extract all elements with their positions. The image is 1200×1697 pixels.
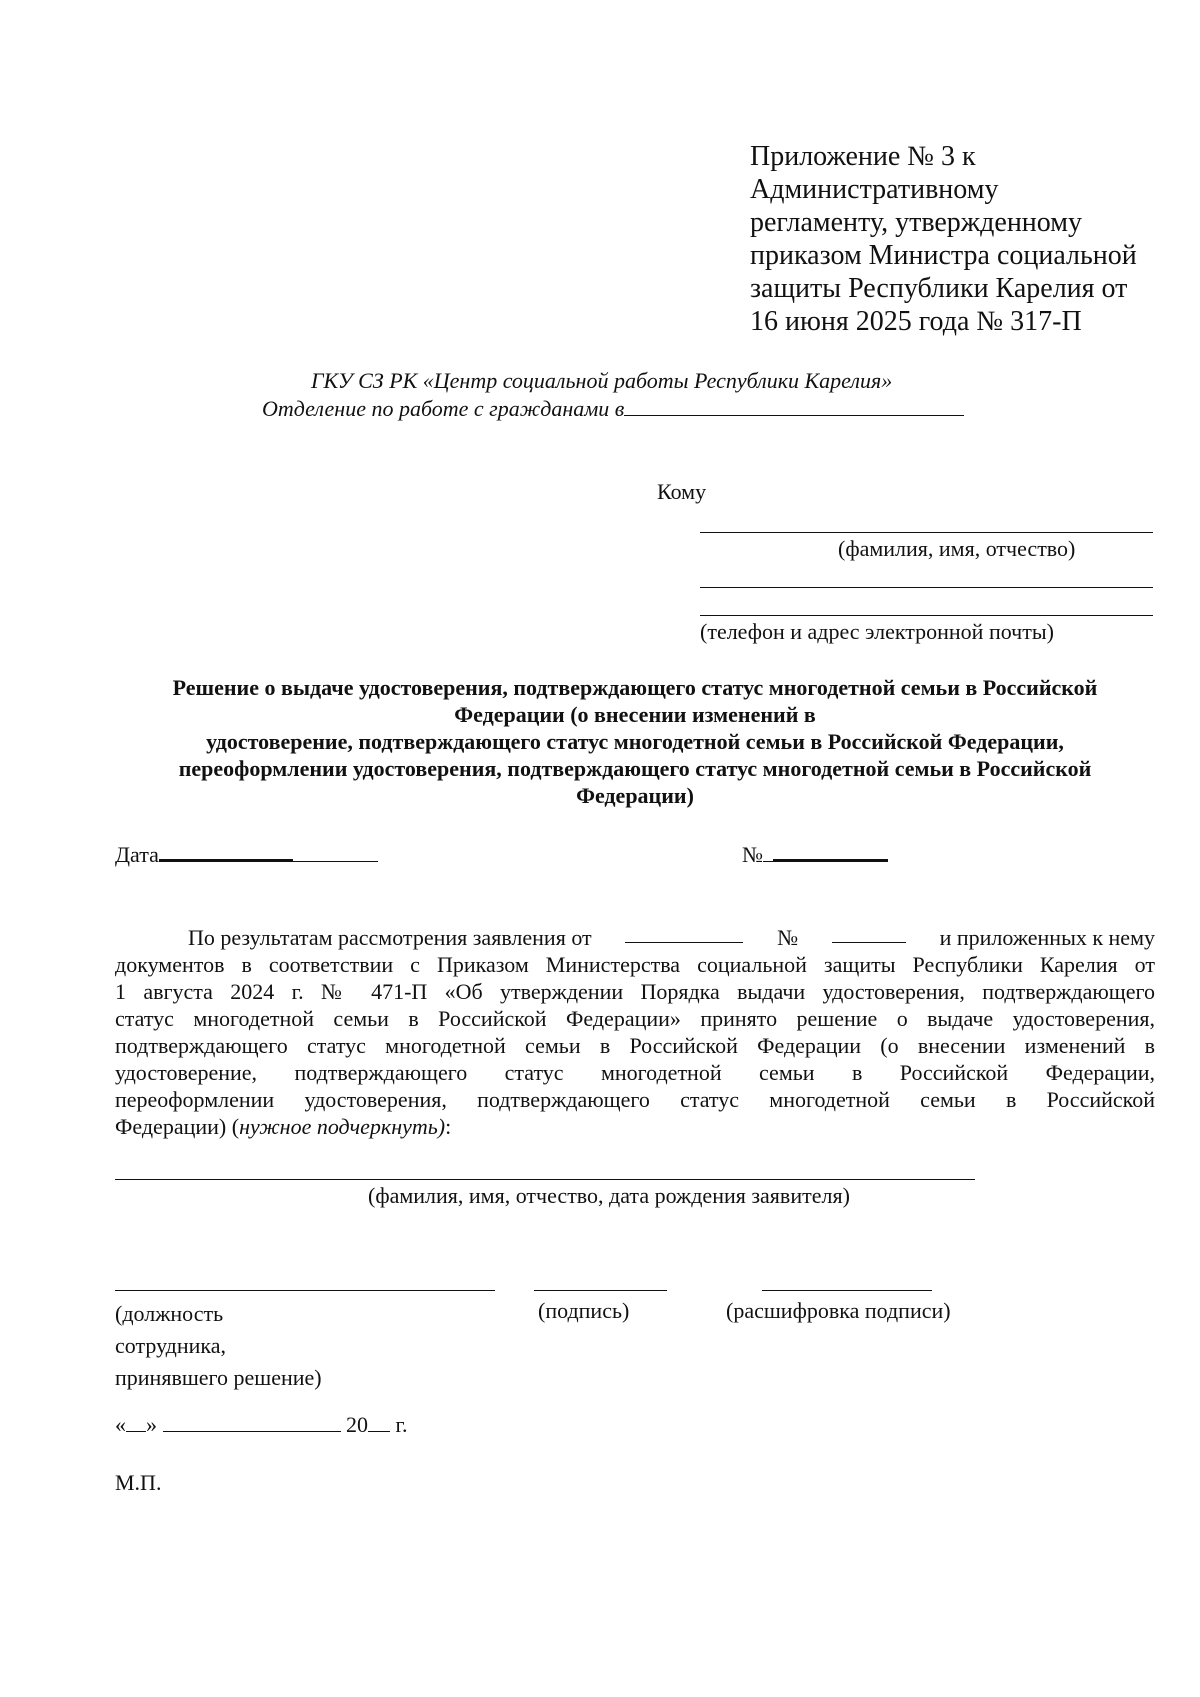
title-line: Федерации (о внесении изменений в	[454, 702, 816, 727]
stamp-place: М.П.	[115, 1470, 162, 1495]
title-line: удостоверение, подтверждающего статус многодетной семьи в Российской Федерации,	[206, 729, 1064, 754]
year-prefix: 20	[346, 1412, 368, 1437]
day-blank[interactable]	[126, 1431, 146, 1432]
month-blank[interactable]	[163, 1431, 341, 1432]
appendix-line: защиты Республики Карелия от	[750, 273, 1128, 304]
signature-blank[interactable]	[534, 1290, 667, 1291]
body-line	[115, 924, 1155, 951]
body-text: По результатам рассмотрения заявления от	[188, 925, 592, 950]
body-text: документов в соответствии с Приказом Министерства социальной защиты Республики Карелия от	[115, 952, 1155, 977]
appendix-line: 16 июня 2025 года № 317-П	[750, 306, 1082, 337]
department-line	[262, 396, 964, 422]
body-line	[115, 1032, 1155, 1059]
appendix-line: Административному	[750, 174, 999, 205]
date-label: Дата	[115, 842, 159, 867]
quote-close: »	[146, 1412, 157, 1437]
number-blank-bold[interactable]	[773, 859, 888, 862]
body-line	[115, 1086, 1155, 1113]
position-caption-line: принявшего решение)	[115, 1365, 322, 1390]
recipient-name-caption: (фамилия, имя, отчество)	[838, 536, 1076, 561]
recipient-name-blank[interactable]	[700, 532, 1153, 533]
body-text: :	[445, 1114, 452, 1139]
date-row	[115, 842, 378, 868]
body-line	[115, 1005, 1155, 1032]
decision-title	[115, 674, 1155, 809]
year-blank[interactable]	[368, 1431, 390, 1432]
decoding-blank[interactable]	[762, 1290, 932, 1291]
body-line	[115, 978, 1155, 1005]
appendix-line: Приложение № 3 к	[750, 141, 976, 172]
appendix-line: приказом Министра социальной	[750, 240, 1137, 271]
date-blank[interactable]	[293, 861, 378, 862]
body-text: подтверждающего статус многодетной семьи в Российской Федерации (о внесении изменений в	[115, 1033, 1155, 1058]
quote-open: «	[115, 1412, 126, 1437]
number-label: №	[742, 842, 763, 867]
title-line: переоформлении удостоверения, подтверждающего статус многодетной семьи в Российской	[178, 756, 1092, 781]
applicant-blank[interactable]	[115, 1179, 975, 1180]
applicant-caption: (фамилия, имя, отчество, дата рождения заявителя)	[368, 1183, 850, 1208]
body-line	[115, 951, 1155, 978]
title-line: Решение о выдаче удостоверения, подтверждающего статус многодетной семьи в Российской	[172, 675, 1098, 700]
department-blank[interactable]	[624, 415, 964, 416]
title-line: Федерации)	[576, 783, 694, 808]
body-text: 1 августа 2024 г. № 471-П «Об утверждении Порядка выдачи удостоверения, подтверждающего	[115, 979, 1155, 1004]
application-date-blank[interactable]	[625, 924, 743, 943]
signature-caption: (подпись)	[538, 1298, 630, 1323]
recipient-contact-blank-1[interactable]	[700, 587, 1153, 588]
to-label: Кому	[657, 479, 707, 504]
position-caption	[115, 1298, 322, 1394]
appendix-header	[750, 140, 1170, 338]
position-caption-line: сотрудника,	[115, 1333, 227, 1358]
body-text: Федерации) (	[115, 1114, 240, 1139]
decision-body	[115, 924, 1155, 1140]
body-line	[115, 1113, 1155, 1140]
recipient-contact-blank-2[interactable]	[700, 615, 1153, 616]
body-line	[115, 1059, 1155, 1086]
application-number-blank[interactable]	[832, 924, 906, 943]
number-blank-thin[interactable]	[763, 861, 773, 862]
organization-name: ГКУ СЗ РК «Центр социальной работы Республики Карелия»	[311, 368, 893, 393]
year-suffix: г.	[395, 1412, 408, 1437]
department-label: Отделение по работе с гражданами в	[262, 396, 625, 421]
position-caption-line: (должность	[115, 1301, 224, 1326]
body-text: и приложенных к нему	[939, 925, 1155, 950]
signing-date-row	[115, 1412, 408, 1438]
number-row	[742, 842, 888, 868]
body-text: удостоверение, подтверждающего статус многодетной семьи в Российской Федерации,	[115, 1060, 1155, 1085]
position-blank[interactable]	[115, 1290, 495, 1291]
appendix-line: регламенту, утвержденному	[750, 207, 1082, 238]
recipient-contacts-caption: (телефон и адрес электронной почты)	[700, 619, 1054, 644]
body-text: статус многодетной семьи в Российской Федерации» принято решение о выдаче удостоверения,	[115, 1006, 1155, 1031]
date-blank-bold[interactable]	[159, 859, 293, 862]
decoding-caption: (расшифровка подписи)	[726, 1298, 951, 1323]
body-text: переоформлении удостоверения, подтверждающего статус многодетной семьи в Российской	[115, 1087, 1155, 1112]
underline-note: нужное подчеркнуть)	[239, 1114, 446, 1139]
body-text: №	[777, 925, 799, 950]
